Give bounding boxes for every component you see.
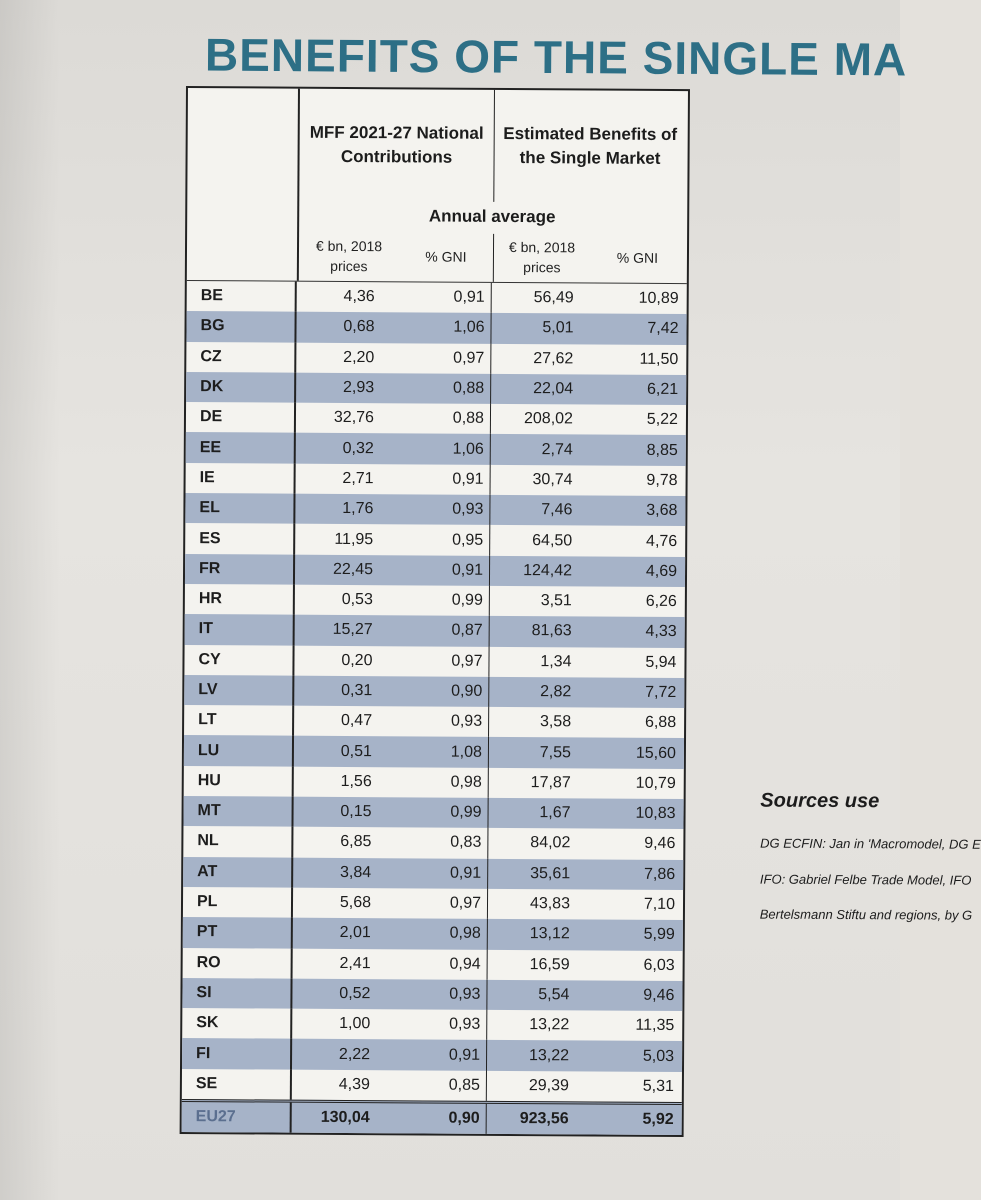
contrib-gni-cell: 0,97: [396, 343, 491, 374]
country-code: SI: [182, 978, 292, 1009]
contrib-gni-cell: 0,99: [393, 797, 488, 828]
benefit-eur-cell: 7,46: [541, 501, 573, 519]
contrib-gni-cell: 0,91: [395, 555, 490, 586]
benefit-eur-cell: 16,59: [529, 955, 570, 974]
contrib-eur-cell: 4,36: [343, 288, 375, 306]
country-column-header: [187, 88, 300, 281]
country-code: SE: [182, 1069, 292, 1100]
benefit-eur-cell: 13,12: [529, 925, 570, 943]
table-row: [184, 675, 684, 708]
table-row: [186, 432, 686, 465]
table-row: [184, 705, 684, 738]
benefit-gni-cell: 9,46: [644, 835, 676, 853]
benefit-gni-cell: 3,68: [646, 502, 678, 520]
contrib-gni-cell: 0,97: [394, 646, 489, 677]
contrib-gni-cell: 1,06: [396, 434, 491, 465]
contrib-gni-cell: 1,08: [394, 737, 489, 768]
contrib-eur-cell: 1,56: [340, 772, 372, 791]
contrib-eur-cell: 3,84: [340, 863, 372, 881]
benefit-eur-cell: 64,50: [532, 531, 573, 549]
benefit-gni-cell: 11,35: [635, 1017, 675, 1035]
table-row: [183, 948, 683, 981]
contrib-gni-cell: 0,91: [392, 1040, 487, 1071]
country-code: RO: [183, 948, 293, 979]
contrib-gni-cell: 1,06: [396, 313, 491, 344]
col-label-contrib-eur: € bn, 2018 prices: [315, 238, 383, 275]
benefit-gni-cell: 4,33: [645, 623, 677, 641]
benefit-eur-cell: 7,55: [539, 743, 571, 761]
benefit-gni-cell: 5,03: [642, 1047, 675, 1065]
mff-contributions-header: MFF 2021-27 National Contributions: [299, 89, 495, 202]
table-row: [182, 978, 682, 1011]
table-row: [184, 735, 684, 768]
total-benefit-gni: 5,92: [642, 1110, 674, 1129]
benefit-gni-cell: 5,94: [645, 653, 677, 671]
benefit-gni-cell: 6,21: [646, 380, 679, 399]
page-title: BENEFITS OF THE SINGLE MA: [204, 28, 908, 86]
country-code: HU: [184, 766, 294, 797]
total-label: EU27: [182, 1102, 292, 1133]
benefit-eur-cell: 81,63: [531, 622, 572, 640]
contrib-eur-cell: 2,41: [339, 954, 371, 972]
benefit-eur-cell: 27,62: [533, 349, 574, 368]
table-row: [184, 766, 684, 799]
page-edge-shadow: [0, 0, 60, 1200]
contrib-eur-cell: 0,31: [341, 681, 373, 700]
table-row: [187, 281, 687, 314]
benefit-gni-cell: 5,31: [642, 1077, 674, 1095]
country-code: IE: [186, 463, 296, 494]
sources-section: [759, 789, 981, 942]
table-row: [185, 493, 685, 526]
table-row: [185, 554, 685, 587]
table-row: [185, 523, 685, 556]
source-item: Bertelsmann Stiftu and regions, by G: [759, 906, 973, 923]
benefit-gni-cell: 6,03: [643, 956, 675, 974]
benefit-eur-cell: 30,74: [532, 471, 573, 489]
benefit-eur-cell: 5,54: [538, 986, 570, 1004]
benefit-gni-cell: 7,10: [643, 895, 676, 914]
benefit-eur-cell: 2,82: [540, 683, 572, 701]
total-benefit-eur: 923,56: [519, 1110, 569, 1128]
benefit-gni-cell: 7,72: [645, 683, 677, 702]
contrib-gni-cell: 0,83: [393, 828, 488, 859]
table-row: [183, 857, 683, 890]
table-row: [182, 1038, 682, 1071]
table-row: [186, 463, 686, 496]
benefit-gni-cell: 7,86: [644, 865, 676, 883]
benefit-gni-cell: 10,83: [635, 804, 676, 823]
contrib-gni-cell: 0,85: [392, 1070, 487, 1101]
col-label-contrib-gni: % GNI: [399, 233, 494, 282]
col-label-benefit-eur: € bn, 2018 prices: [508, 239, 576, 276]
contrib-gni-cell: 0,91: [397, 282, 492, 313]
country-code: PT: [183, 917, 293, 948]
country-code: CY: [184, 645, 294, 676]
contrib-eur-cell: 2,22: [338, 1045, 371, 1063]
table-row: [185, 584, 685, 617]
table-row: [182, 1008, 682, 1041]
country-code: BG: [186, 311, 296, 342]
table-row: [183, 887, 683, 920]
contrib-gni-cell: 0,98: [394, 767, 489, 798]
contrib-eur-cell: 1,00: [339, 1015, 371, 1033]
country-code: AT: [183, 857, 293, 888]
sources-heading: Sources use: [760, 789, 880, 813]
table-row: [186, 402, 686, 435]
contrib-gni-cell: 0,90: [394, 676, 489, 707]
contrib-eur-cell: 11,95: [334, 530, 374, 548]
benefit-gni-cell: 8,85: [646, 441, 678, 459]
contrib-gni-cell: 0,91: [396, 464, 491, 495]
contributions-benefits-table: [180, 86, 690, 1137]
table-row: [186, 311, 686, 344]
benefit-eur-cell: 3,58: [539, 713, 572, 731]
benefit-eur-cell: 84,02: [530, 834, 571, 852]
contrib-gni-cell: 0,87: [395, 616, 490, 647]
table-row: [185, 614, 685, 647]
benefit-gni-cell: 5,99: [643, 926, 675, 944]
total-contrib-eur: 130,04: [320, 1108, 370, 1127]
country-code: DE: [186, 402, 296, 433]
benefit-gni-cell: 15,60: [635, 744, 676, 762]
country-code: MT: [183, 796, 293, 827]
benefit-eur-cell: 56,49: [533, 289, 574, 307]
benefit-gni-cell: 10,89: [638, 289, 679, 308]
benefit-eur-cell: 13,22: [528, 1046, 570, 1064]
benefit-gni-cell: 9,78: [646, 471, 678, 489]
table-header: [187, 88, 688, 284]
country-code: LU: [184, 735, 294, 766]
country-code: HR: [185, 584, 295, 615]
benefit-eur-cell: 35,61: [530, 864, 571, 883]
country-code: BE: [187, 281, 297, 312]
benefit-gni-cell: 11,50: [639, 350, 679, 368]
table-row: [183, 796, 683, 829]
country-code: IT: [185, 614, 295, 645]
contrib-eur-cell: 0,47: [340, 712, 373, 730]
benefit-eur-cell: 2,74: [541, 440, 573, 458]
total-row: [182, 1099, 682, 1135]
table-body: [182, 281, 687, 1102]
contrib-eur-cell: 2,01: [339, 924, 371, 942]
benefit-gni-cell: 6,88: [644, 714, 677, 732]
contrib-gni-cell: 0,91: [393, 858, 488, 889]
country-code: EL: [185, 493, 295, 524]
single-market-benefits-header: Estimated Benefits of the Single Market: [503, 124, 678, 168]
country-code: LV: [184, 675, 294, 706]
table-row: [184, 645, 684, 678]
contrib-eur-cell: 0,52: [339, 984, 371, 1003]
contrib-eur-cell: 0,15: [340, 803, 372, 821]
benefit-eur-cell: 29,39: [528, 1076, 569, 1095]
contrib-gni-cell: 0,99: [395, 585, 490, 616]
contrib-eur-cell: 0,32: [342, 439, 374, 457]
country-code: SK: [182, 1008, 292, 1039]
contrib-eur-cell: 2,20: [343, 348, 375, 366]
contrib-gni-cell: 0,93: [392, 1009, 487, 1040]
country-code: FI: [182, 1038, 292, 1069]
benefit-eur-cell: 1,34: [540, 652, 572, 671]
benefit-eur-cell: 124,42: [523, 561, 573, 580]
contrib-gni-cell: 0,88: [396, 403, 491, 434]
benefit-eur-cell: 17,87: [530, 774, 571, 792]
benefit-gni-cell: 4,76: [646, 532, 678, 550]
table-row: [186, 342, 686, 375]
contrib-gni-cell: 0,97: [393, 888, 488, 919]
contrib-eur-cell: 0,68: [343, 318, 375, 336]
table-row: [183, 826, 683, 859]
contrib-gni-cell: 0,88: [396, 373, 491, 404]
country-code: ES: [185, 523, 295, 554]
contrib-eur-cell: 0,20: [341, 651, 373, 669]
country-code: NL: [183, 826, 293, 857]
country-code: EE: [186, 432, 296, 463]
benefit-eur-cell: 43,83: [529, 895, 571, 913]
contrib-eur-cell: 0,51: [340, 742, 372, 760]
contrib-gni-cell: 0,93: [392, 979, 487, 1010]
benefit-eur-cell: 3,51: [540, 592, 572, 610]
benefit-gni-cell: 5,22: [646, 411, 679, 429]
country-code: DK: [186, 372, 296, 403]
contrib-eur-cell: 4,39: [338, 1075, 370, 1094]
benefit-eur-cell: 13,22: [529, 1016, 570, 1034]
contrib-eur-cell: 1,76: [342, 500, 374, 518]
benefit-gni-cell: 9,46: [643, 986, 675, 1004]
contrib-eur-cell: 0,53: [341, 591, 373, 609]
contrib-gni-cell: 0,95: [395, 525, 490, 556]
contrib-eur-cell: 5,68: [339, 894, 372, 912]
benefit-eur-cell: 22,04: [533, 380, 574, 398]
contrib-gni-cell: 0,93: [394, 706, 489, 737]
benefit-eur-cell: 1,67: [539, 804, 571, 822]
benefit-eur-cell: 5,01: [542, 319, 574, 337]
source-item: IFO: Gabriel Felbe Trade Model, IFO: [759, 871, 972, 888]
table-row: [186, 372, 686, 405]
col-label-benefit-gni: % GNI: [616, 249, 659, 267]
benefit-gni-cell: 4,69: [645, 562, 678, 580]
total-contrib-gni: 0,90: [392, 1103, 487, 1134]
contrib-eur-cell: 2,71: [342, 469, 374, 488]
contrib-gni-cell: 0,98: [393, 919, 488, 950]
contrib-eur-cell: 22,45: [332, 560, 374, 578]
benefit-gni-cell: 10,79: [635, 774, 676, 792]
contrib-eur-cell: 15,27: [332, 621, 373, 639]
annual-average-subheader: Annual average: [428, 206, 556, 227]
country-code: LT: [184, 705, 294, 736]
contrib-gni-cell: 0,94: [393, 949, 488, 980]
country-code: FR: [185, 554, 295, 585]
contrib-gni-cell: 0,93: [395, 494, 490, 525]
contrib-eur-cell: 2,93: [342, 378, 375, 397]
benefit-gni-cell: 6,26: [645, 592, 677, 611]
table-row: [183, 917, 683, 950]
country-code: PL: [183, 887, 293, 918]
contrib-eur-cell: 32,76: [333, 409, 375, 427]
benefit-eur-cell: 208,02: [523, 410, 574, 428]
source-item: DG ECFIN: Jan in 'Macromodel, DG E: [760, 835, 981, 852]
benefit-gni-cell: 7,42: [647, 320, 679, 338]
table-row: [182, 1069, 682, 1102]
contrib-eur-cell: 6,85: [340, 833, 372, 851]
country-code: CZ: [186, 342, 296, 373]
